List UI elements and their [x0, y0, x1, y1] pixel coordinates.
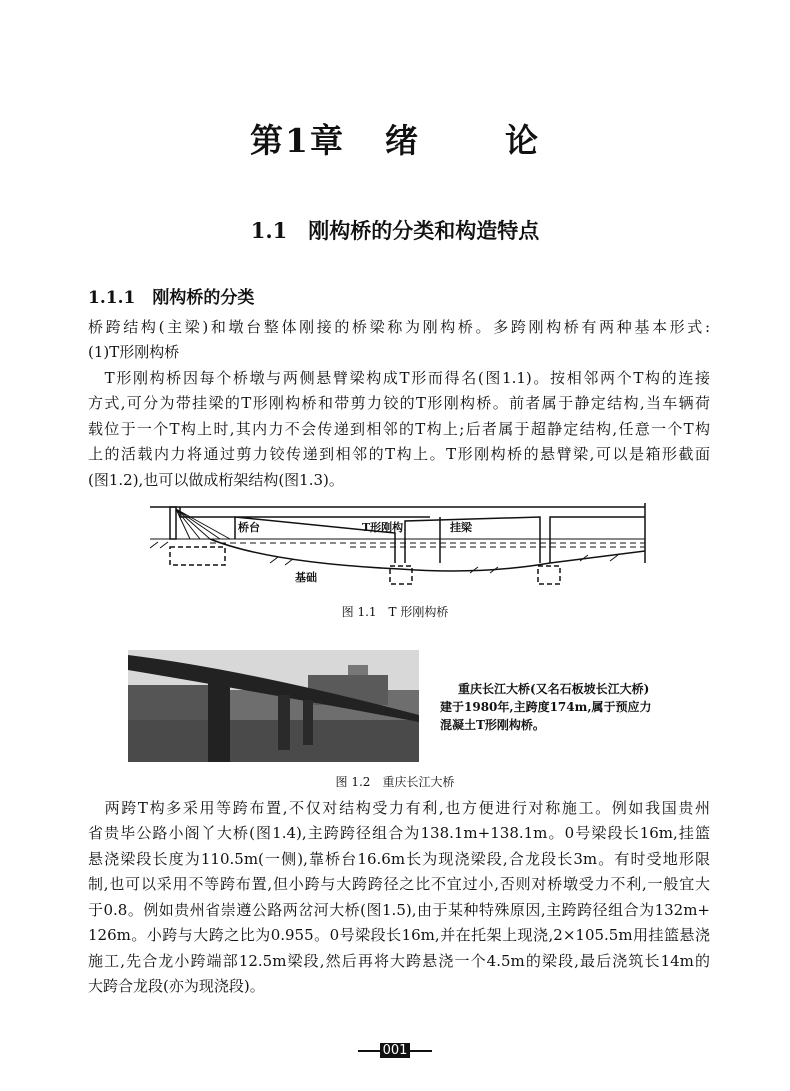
paragraph-line: 上的活载内力将通过剪力铰传递到相邻的T构上。T形刚构桥的悬臂梁,可以是箱形截面 [88, 445, 710, 463]
paragraph-line: T形刚构桥因每个桥墩与两侧悬臂梁构成T形而得名(图1.1)。按相邻两个T构的连接 [88, 369, 710, 387]
paragraph-line: 载位于一个T构上时,其内力不会传递到相邻的T构上;后者属于超静定结构,任意一个T构 [88, 420, 710, 438]
figure-caption: 图 1.1 T 形刚构桥 [341, 605, 449, 619]
label-abutment: 桥台 [238, 521, 260, 534]
section-heading: 1.1 刚构桥的分类和构造特点 [250, 218, 540, 243]
label-hung-beam: 挂梁 [450, 521, 472, 534]
page-number-value: 001 [380, 1043, 411, 1058]
paragraph-line: (1)T形刚构桥 [88, 343, 180, 361]
page-number [0, 1040, 790, 1059]
note-line: 混凝土T形刚构桥。 [440, 718, 545, 732]
t-frame-bridge-diagram [150, 503, 650, 588]
subsection-heading: 1.1.1 刚构桥的分类 [88, 288, 255, 308]
chapter-number: 第1章 [250, 121, 345, 160]
paragraph-line: 桥跨结构(主梁)和墩台整体刚接的桥梁称为刚构桥。多跨刚构桥有两种基本形式: [88, 318, 710, 336]
paragraph-line: 大跨合龙段(亦为现浇段)。 [88, 977, 265, 995]
paragraph-line: 施工,先合龙小跨端部12.5m梁段,然后再将大跨悬浇一个4.5m的梁段,最后浇筑长14m的 [88, 952, 710, 970]
paragraph-line: 两跨T构多采用等跨布置,不仅对结构受力有利,也方便进行对称施工。例如我国贵州 [88, 799, 710, 817]
note-line: 建于1980年,主跨度174m,属于预应力 [440, 700, 652, 714]
chapter-title [0, 115, 790, 162]
paragraph-line: 悬浇梁段长度为110.5m(一侧),靠桥台16.6m长为现浇梁段,合龙段长3m。有时受地形限 [88, 850, 710, 868]
paragraph-line: 制,也可以采用不等跨布置,但小跨与大跨跨径之比不宜过小,否则对桥墩受力不利,一般宜大 [88, 875, 710, 893]
note-line: 重庆长江大桥(又名石板坡长江大桥) [458, 682, 650, 696]
chapter-title-a: 绪 [384, 121, 420, 160]
photo-note [440, 680, 680, 734]
label-foundation: 基础 [295, 571, 317, 584]
label-t-frame: T形刚构 [362, 521, 404, 534]
paragraph-line: 省贵毕公路小阁丫大桥(图1.4),主跨跨径组合为138.1m+138.1m。0号梁段长16m,挂篮 [88, 824, 710, 842]
figure-caption: 图 1.2 重庆长江大桥 [335, 775, 455, 789]
paragraph-line: (图1.2),也可以做成桁架结构(图1.3)。 [88, 471, 344, 489]
paragraph-line: 方式,可分为带挂梁的T形刚构桥和带剪力铰的T形刚构桥。前者属于静定结构,当车辆荷 [88, 394, 710, 412]
paragraph-line: 于0.8。例如贵州省崇遵公路两岔河大桥(图1.5),由于某种特殊原因,主跨跨径组合为132m+ [88, 901, 710, 919]
chapter-title-b: 论 [504, 121, 540, 160]
paragraph-line: 126m。小跨与大跨之比为0.955。0号梁段长16m,并在托架上现浇,2×105.5m用挂篮悬浇 [88, 926, 710, 944]
bridge-photo [128, 650, 419, 762]
